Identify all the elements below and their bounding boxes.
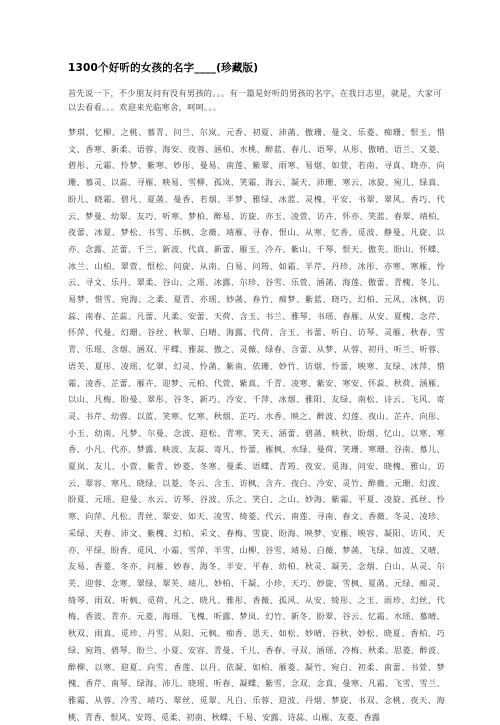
intro-paragraph: 首先说一下，不少朋友问有没有男孩的。。。有一篇是好听的男孩的名字，在我日志里，就是，大家可以去看看。。。欢迎来光临寒舍，呵呵。。。 — [68, 88, 442, 112]
names-list: 梦琪、忆柳、之桃、慕青、问兰、尔岚、元香、初夏、沛菡、傲珊、曼文、乐菱、痴珊、恨玉、惜文、香寒、新柔、语蓉、海安、夜蓉、涵柏、水桃、醉蓝、春儿、语琴、从彤、傲晴、语兰、又菱、碧彤、元霜、怜梦、紫寒、妙彤、曼易、南莲、紫翠、雨寒、易烟、如萱、若南、寻真、晓亦、向珊、慕灵、以蕊、寻雁、映易、雪柳、孤岚、笑霜、海云、凝天、沛珊、寒云、冰旋、宛儿、绿真、盼儿、晓霜、碧凡、夏菡、曼香、若烟、半梦、雅绿、冰蓝、灵槐、平安、书翠、翠风、香巧、代云、梦曼、幼翠、友巧、听寒、梦柏、醉易、访旋、亦玉、凌萱、访卉、怀亦、笑蓝、春翠、靖柏、夜蕾、冰夏、梦松、书雪、乐枫、念薇、靖雁、寻春、恨山、从寒、忆香、觅波、静曼、凡旋、以亦、念露、芷蕾、千兰、新波、代真、新蕾、雁玉、冷卉、紫山、千琴、恨天、傲芙、盼山、怀蝶、冰兰、山柏、翠萱、恨松、问旋、从南、白易、问筠、如霜、半芹、丹珍、冰彤、亦寒、寒雁、怜云、寻文、乐丹、翠柔、谷山、之瑶、冰露、尔珍、谷雪、乐萱、涵菡、海莲、傲蕾、青槐、冬儿、易梦、惜雪、宛海、之柔、夏青、亦瑶、妙菡、春竹、痴梦、紫蓝、晓巧、幻柏、元风、冰枫、访蕊、南春、芷蕊、凡蕾、凡柔、安蕾、天荷、含玉、书兰、雅琴、书瑶、春雁、从安、夏槐、念芹、怀萍、代曼、幻珊、谷丝、秋翠、白晴、海露、代荷、含玉、书蕾、听白、访琴、灵雁、秋春、雪青、乐瑶、含烟、涵双、平蝶、雅蕊、傲之、灵薇、绿春、含蕾、从梦、从蓉、初丹、听兰、听蓉、语芙、夏彤、凌瑶、忆翠、幻灵、怜菡、紫南、依珊、妙竹、访烟、怜蕾、映寒、友绿、冰萍、惜霜、凌香、芷蕾、雁卉、迎梦、元柏、代萱、紫真、千青、凌寒、紫安、寒安、怀蕊、秋荷、涵雁、以山、凡梅、盼曼、翠彤、谷冬、新巧、冷安、千萍、冰烟、雅阳、友绿、南松、诗云、飞风、寄灵、书芹、幼蓉、以蓝、笑寒、忆寒、秋烟、芷巧、水香、映之、醉波、幻莲、夜山、芷卉、向彤、小玉、幼南、凡梦、尔曼、念波、迎松、青寒、笑天、涵蕾、碧菡、映秋、盼烟、忆山、以寒、寒香、小凡、代亦、梦露、映波、友蕊、寄凡、怜蕾、雁枫、水绿、曼荷、笑珊、寒珊、谷南、慕儿、夏岚、友儿、小萱、紫青、妙菱、冬寒、曼柔、语蝶、青筠、夜安、觅海、问安、晓槐、雅山、访云、翠容、寒凡、晓绿、以菱、冬云、含玉、访枫、含卉、夜白、冷安、灵竹、醉薇、元珊、幻波、盼夏、元瑶、迎曼、水云、访琴、谷波、乐之、笑白、之山、妙海、紫霜、平夏、凌旋、孤丝、怜寒、向萍、凡松、青丝、翠安、如天、凌雪、绮菱、代云、南莲、寻南、春文、香薇、冬灵、凌珍、采绿、天春、沛文、紫槐、幻柏、采文、春梅、雪旋、盼海、映梦、安雁、映容、凝阳、访风、天亦、平绿、盼香、觅风、小霜、雪萍、半雪、山柳、谷雪、靖易、白薇、梦菡、飞绿、如波、又晴、友易、香菱、冬亦、问雁、妙春、海冬、半安、平春、幼柏、秋灵、凝芙、念烟、白山、从灵、尔芙、迎蓉、念寒、翠绿、翠芙、靖儿、妙柏、千凝、小珍、天巧、妙旋、雪枫、夏菡、元绿、痴灵、绮琴、雨双、听枫、觅荷、凡之、晓凡、雅彤、香薇、孤风、从安、绮彤、之玉、雨珍、幻丝、代梅、香波、青亦、元菱、海瑶、飞槐、听露、梦岚、幻竹、新冬、盼翠、谷云、忆霜、水瑶、慕晴、秋双、雨真、觅珍、丹雪、从阳、元枫、痴香、思天、如松、妙晴、谷秋、妙松、晓夏、香柏、巧绿、宛筠、碧琴、盼兰、小夏、安容、青曼、千儿、香春、寻双、涵瑶、冷梅、秋柔、思菱、醉波、醉柳、以寒、迎夏、向雪、香莲、以丹、依凝、如柏、雁菱、凝竹、宛白、初柔、南蕾、书萱、梦槐、香芹、南琴、绿海、沛儿、晓瑶、听春、凝蝶、紫雪、念双、念真、曼寒、凡霜、飞雪、雪兰、雅霜、从蓉、冷雪、靖巧、翠丝、觅翠、凡白、乐蓉、迎波、丹烟、梦旋、书双、念桃、夜天、海桃、青香、恨风、安筠、觅柔、初南、秋蝶、千易、安露、诗蕊、山雁、友菱、香露 — [68, 127, 445, 722]
document-title: 1300个好听的女孩的名字____(珍藏版) — [68, 62, 259, 74]
